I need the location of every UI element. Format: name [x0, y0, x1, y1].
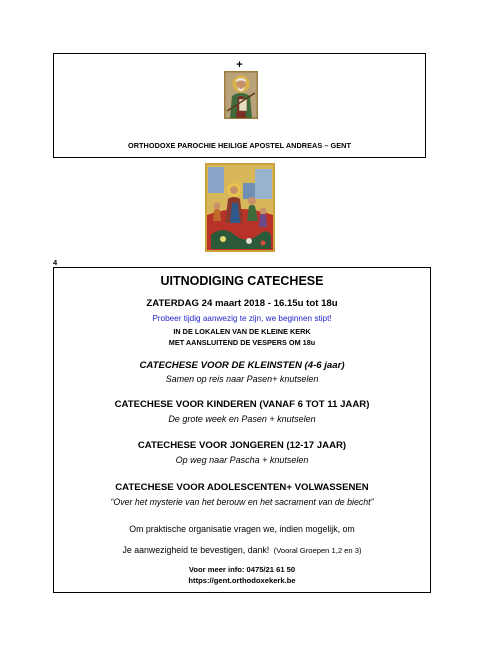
event-datetime: ZATERDAG 24 maart 2018 - 16.15u tot 18u: [146, 298, 338, 309]
location-line: IN DE LOKALEN VAN DE KLEINE KERK: [173, 327, 311, 336]
registration-confirm: Je aanwezigheid te bevestigen, dank!: [122, 545, 270, 555]
section-heading-kleinsten: CATECHESE VOOR DE KLEINSTEN (4-6 jaar): [139, 360, 345, 371]
registration-line-2: [54, 540, 430, 558]
apostle-andrew-icon: [224, 71, 258, 119]
section-heading-kinderen: CATECHESE VOOR KINDEREN (VANAF 6 TOT 11 JAAR): [114, 399, 370, 410]
parish-name: ORTHODOXE PAROCHIE HEILIGE APOSTEL ANDREAS – GENT: [127, 141, 351, 150]
invitation-title: UITNODIGING CATECHESE: [160, 274, 324, 288]
section-heading-volwassenen: CATECHESE VOOR ADOLESCENTEN+ VOLWASSENEN: [115, 482, 369, 493]
section-subtitle-volwassenen: “Over het mysterie van het berouw en het sacrament van de biecht”: [110, 497, 374, 507]
parish-header-box: [53, 53, 426, 158]
punctuality-note: Probeer tijdig aanwezig te zijn, we beginnen stipt!: [152, 314, 332, 323]
registration-groups-note: (Vooral Groepen 1,2 en 3): [273, 546, 362, 555]
website-link[interactable]: https://gent.orthodoxekerk.be: [188, 576, 296, 585]
vespers-line: MET AANSLUITEND DE VESPERS OM 18u: [168, 338, 316, 347]
cross-symbol: +: [236, 59, 243, 71]
invitation-box: [53, 267, 431, 593]
registration-line-1: Om praktische organisatie vragen we, indien mogelijk, om: [129, 524, 355, 534]
page-number: 4: [53, 258, 58, 267]
section-subtitle-jongeren: Op weg naar Pascha + knutselen: [175, 455, 309, 465]
contact-info: Voor meer info: 0475/21 61 50: [188, 565, 296, 574]
section-heading-jongeren: CATECHESE VOOR JONGEREN (12-17 JAAR): [137, 440, 347, 451]
section-subtitle-kleinsten: Samen op reis naar Pasen+ knutselen: [165, 374, 319, 384]
section-subtitle-kinderen: De grote week en Pasen + knutselen: [168, 414, 316, 424]
church-feast-icon: [205, 163, 275, 252]
